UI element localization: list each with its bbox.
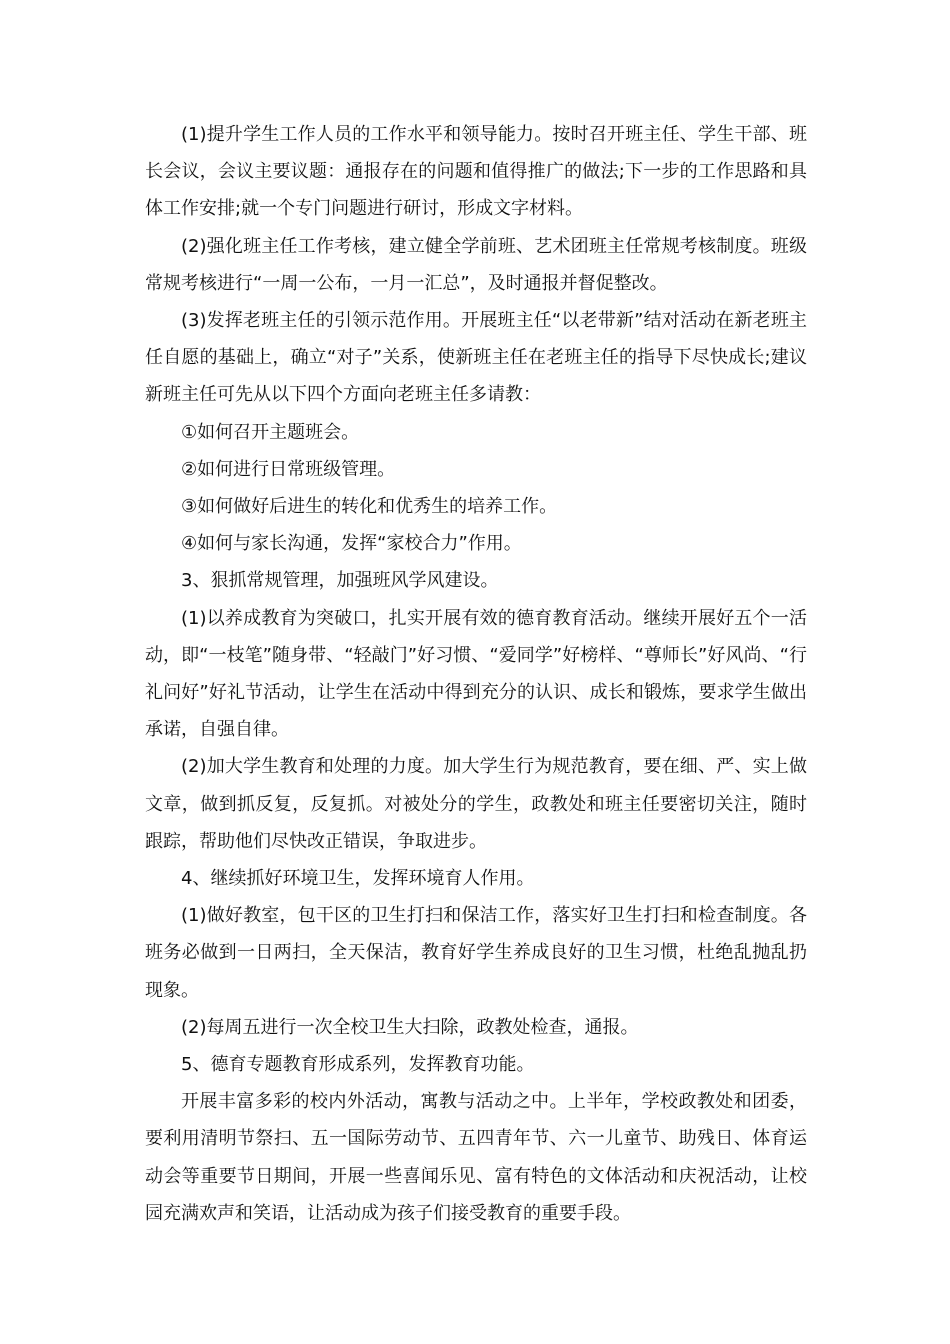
paragraph-1-2-head-teacher-assessment: (2)强化班主任工作考核，建立健全学前班、艺术团班主任常规考核制度。班级常规考核进行“一周一公布，一月一汇总”，及时通报并督促整改。 <box>145 235 807 294</box>
paragraph-1-1-improve-staff: (1)提升学生工作人员的工作水平和领导能力。按时召开班主任、学生干部、班长会议，会议主要议题：通报存在的问题和值得推广的做法;下一步的工作思路和具体工作安排;就一个专门问题进行研讨，形成文字材料。 <box>145 124 807 220</box>
section-heading-3-routine-management: 3、狠抓常规管理，加强班风学风建设。 <box>181 570 499 592</box>
paragraph-3-1-habit-education: (1)以养成教育为突破口，扎实开展有效的德育教育活动。继续开展好五个一活动，即“一枝笔”随身带、“轻敲门”好习惯、“爱同学”好榜样、“尊师长”好风尚、“行礼问好”好礼节活动，让学生在活动中得到充分的认识、成长和锻炼，要求学生做出承诺，自强自律。 <box>145 607 807 741</box>
section-heading-5-moral-education: 5、德育专题教育形成系列，发挥教育功能。 <box>181 1054 535 1076</box>
list-item-student-development: ③如何做好后进生的转化和优秀生的培养工作。 <box>181 496 558 518</box>
paragraph-4-1-classroom-cleaning: (1)做好教室，包干区的卫生打扫和保洁工作，落实好卫生打扫和检查制度。各班务必做到一日两扫，全天保洁，教育好学生养成良好的卫生习惯，杜绝乱抛乱扔现象。 <box>145 905 807 1001</box>
document-body <box>145 116 807 1232</box>
section-heading-4-environment: 4、继续抓好环境卫生，发挥环境育人作用。 <box>181 868 535 890</box>
paragraph-1-3-mentoring: (3)发挥老班主任的引领示范作用。开展班主任“以老带新”结对活动在新老班主任自愿的基础上，确立“对子”关系，使新班主任在老班主任的指导下尽快成长;建议新班主任可先从以下四个方面向老班主任多请教： <box>145 310 807 406</box>
paragraph-4-2-weekly-cleanup: (2)每周五进行一次全校卫生大扫除，政教处检查，通报。 <box>181 1016 639 1038</box>
paragraph-3-2-student-discipline: (2)加大学生教育和处理的力度。加大学生行为规范教育，要在细、严、实上做文章，做到抓反复，反复抓。对被处分的学生，政教处和班主任要密切关注，随时跟踪，帮助他们尽快改正错误，争取进步。 <box>145 756 807 852</box>
list-item-class-meeting: ①如何召开主题班会。 <box>181 421 360 443</box>
list-item-class-management: ②如何进行日常班级管理。 <box>181 458 396 480</box>
paragraph-5-activities: 开展丰富多彩的校内外活动，寓教与活动之中。上半年，学校政教处和团委，要利用清明节祭扫、五一国际劳动节、五四青年节、六一儿童节、助残日、体育运动会等重要节日期间，开展一些喜闻乐见、富有特色的文体活动和庆祝活动，让校园充满欢声和笑语，让活动成为孩子们接受教育的重要手段。 <box>145 1091 807 1224</box>
list-item-parent-communication: ④如何与家长沟通，发挥“家校合力”作用。 <box>181 533 522 555</box>
